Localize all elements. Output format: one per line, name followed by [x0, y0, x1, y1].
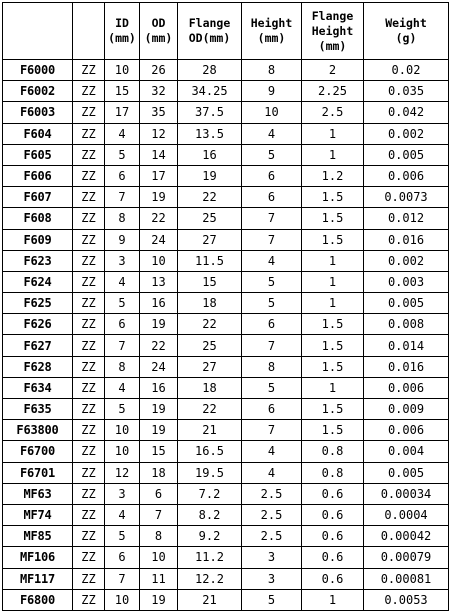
seal-cell: ZZ	[73, 81, 105, 102]
flange-height-cell: 1	[302, 123, 364, 144]
model-cell: MF117	[3, 568, 73, 589]
weight-cell: 0.00081	[364, 568, 449, 589]
model-cell: MF106	[3, 547, 73, 568]
table-row	[3, 356, 449, 377]
id-cell: 15	[105, 81, 140, 102]
height-cell: 2.5	[242, 504, 302, 525]
table-row	[3, 60, 449, 81]
weight-cell: 0.008	[364, 314, 449, 335]
height-cell: 5	[242, 589, 302, 610]
weight-cell: 0.035	[364, 81, 449, 102]
weight-cell: 0.016	[364, 356, 449, 377]
seal-cell: ZZ	[73, 60, 105, 81]
seal-cell: ZZ	[73, 229, 105, 250]
table-row	[3, 441, 449, 462]
id-cell: 5	[105, 526, 140, 547]
flange-height-cell: 1.5	[302, 229, 364, 250]
id-cell: 9	[105, 229, 140, 250]
table-row	[3, 208, 449, 229]
flange-height-cell: 1	[302, 271, 364, 292]
weight-cell: 0.009	[364, 399, 449, 420]
flange-od-cell: 9.2	[178, 526, 242, 547]
weight-cell: 0.002	[364, 250, 449, 271]
od-cell: 19	[140, 187, 178, 208]
table-row	[3, 165, 449, 186]
height-cell: 6	[242, 314, 302, 335]
weight-cell: 0.042	[364, 102, 449, 123]
flange-od-cell: 16	[178, 144, 242, 165]
flange-od-cell: 25	[178, 208, 242, 229]
table-row	[3, 377, 449, 398]
weight-cell: 0.0053	[364, 589, 449, 610]
flange-od-cell: 28	[178, 60, 242, 81]
model-cell: F6002	[3, 81, 73, 102]
id-cell: 8	[105, 356, 140, 377]
table-row	[3, 187, 449, 208]
flange-od-cell: 27	[178, 229, 242, 250]
flange-height-cell: 2	[302, 60, 364, 81]
seal-cell: ZZ	[73, 589, 105, 610]
weight-cell: 0.003	[364, 271, 449, 292]
header-flange-od: Flange OD(mm)	[178, 3, 242, 60]
seal-cell: ZZ	[73, 377, 105, 398]
model-cell: F6701	[3, 462, 73, 483]
flange-od-cell: 27	[178, 356, 242, 377]
flange-od-cell: 13.5	[178, 123, 242, 144]
header-od: OD (mm)	[140, 3, 178, 60]
height-cell: 5	[242, 377, 302, 398]
table-row	[3, 568, 449, 589]
flange-height-cell: 0.8	[302, 462, 364, 483]
flange-od-cell: 34.25	[178, 81, 242, 102]
height-cell: 6	[242, 399, 302, 420]
id-cell: 10	[105, 441, 140, 462]
od-cell: 7	[140, 504, 178, 525]
height-cell: 3	[242, 547, 302, 568]
model-cell: F608	[3, 208, 73, 229]
flange-od-cell: 8.2	[178, 504, 242, 525]
model-cell: F604	[3, 123, 73, 144]
bearing-spec-table	[2, 2, 449, 611]
model-cell: MF74	[3, 504, 73, 525]
od-cell: 16	[140, 293, 178, 314]
header-row	[3, 3, 449, 60]
weight-cell: 0.00079	[364, 547, 449, 568]
table-row	[3, 547, 449, 568]
weight-cell: 0.006	[364, 165, 449, 186]
flange-height-cell: 2.5	[302, 102, 364, 123]
model-cell: F634	[3, 377, 73, 398]
model-cell: F6003	[3, 102, 73, 123]
table-row	[3, 420, 449, 441]
od-cell: 19	[140, 399, 178, 420]
flange-height-cell: 1.5	[302, 314, 364, 335]
flange-height-cell: 0.6	[302, 568, 364, 589]
od-cell: 11	[140, 568, 178, 589]
height-cell: 7	[242, 335, 302, 356]
model-cell: F635	[3, 399, 73, 420]
flange-od-cell: 12.2	[178, 568, 242, 589]
od-cell: 6	[140, 483, 178, 504]
weight-cell: 0.002	[364, 123, 449, 144]
table-row	[3, 483, 449, 504]
flange-od-cell: 18	[178, 377, 242, 398]
seal-cell: ZZ	[73, 102, 105, 123]
table-body	[3, 60, 449, 611]
od-cell: 22	[140, 208, 178, 229]
table-row	[3, 271, 449, 292]
seal-cell: ZZ	[73, 123, 105, 144]
header-height: Height (mm)	[242, 3, 302, 60]
id-cell: 6	[105, 547, 140, 568]
od-cell: 22	[140, 335, 178, 356]
od-cell: 19	[140, 589, 178, 610]
flange-height-cell: 0.6	[302, 547, 364, 568]
flange-height-cell: 1	[302, 144, 364, 165]
header-id: ID (mm)	[105, 3, 140, 60]
flange-height-cell: 1.5	[302, 187, 364, 208]
table-row	[3, 250, 449, 271]
od-cell: 18	[140, 462, 178, 483]
id-cell: 5	[105, 399, 140, 420]
height-cell: 6	[242, 165, 302, 186]
flange-height-cell: 0.8	[302, 441, 364, 462]
flange-od-cell: 22	[178, 399, 242, 420]
seal-cell: ZZ	[73, 568, 105, 589]
id-cell: 7	[105, 568, 140, 589]
flange-od-cell: 21	[178, 589, 242, 610]
flange-height-cell: 1	[302, 250, 364, 271]
flange-od-cell: 37.5	[178, 102, 242, 123]
weight-cell: 0.006	[364, 420, 449, 441]
model-cell: F6000	[3, 60, 73, 81]
weight-cell: 0.00034	[364, 483, 449, 504]
seal-cell: ZZ	[73, 250, 105, 271]
seal-cell: ZZ	[73, 483, 105, 504]
od-cell: 8	[140, 526, 178, 547]
id-cell: 3	[105, 483, 140, 504]
seal-cell: ZZ	[73, 314, 105, 335]
id-cell: 10	[105, 60, 140, 81]
flange-od-cell: 7.2	[178, 483, 242, 504]
id-cell: 5	[105, 293, 140, 314]
table-row	[3, 81, 449, 102]
height-cell: 8	[242, 356, 302, 377]
flange-od-cell: 15	[178, 271, 242, 292]
header-seal	[73, 3, 105, 60]
id-cell: 17	[105, 102, 140, 123]
id-cell: 6	[105, 314, 140, 335]
weight-cell: 0.005	[364, 144, 449, 165]
weight-cell: 0.02	[364, 60, 449, 81]
seal-cell: ZZ	[73, 271, 105, 292]
table-row	[3, 335, 449, 356]
id-cell: 12	[105, 462, 140, 483]
seal-cell: ZZ	[73, 420, 105, 441]
flange-height-cell: 2.25	[302, 81, 364, 102]
flange-od-cell: 19	[178, 165, 242, 186]
seal-cell: ZZ	[73, 399, 105, 420]
seal-cell: ZZ	[73, 208, 105, 229]
table-row	[3, 102, 449, 123]
flange-height-cell: 1.5	[302, 420, 364, 441]
table-row	[3, 123, 449, 144]
seal-cell: ZZ	[73, 504, 105, 525]
table-row	[3, 229, 449, 250]
weight-cell: 0.00042	[364, 526, 449, 547]
od-cell: 16	[140, 377, 178, 398]
weight-cell: 0.004	[364, 441, 449, 462]
header-weight: Weight (g)	[364, 3, 449, 60]
od-cell: 19	[140, 314, 178, 335]
flange-height-cell: 0.6	[302, 526, 364, 547]
model-cell: F609	[3, 229, 73, 250]
id-cell: 7	[105, 187, 140, 208]
height-cell: 5	[242, 271, 302, 292]
flange-height-cell: 1	[302, 377, 364, 398]
id-cell: 4	[105, 504, 140, 525]
seal-cell: ZZ	[73, 356, 105, 377]
weight-cell: 0.005	[364, 293, 449, 314]
weight-cell: 0.006	[364, 377, 449, 398]
model-cell: F63800	[3, 420, 73, 441]
od-cell: 17	[140, 165, 178, 186]
weight-cell: 0.0073	[364, 187, 449, 208]
id-cell: 10	[105, 589, 140, 610]
seal-cell: ZZ	[73, 462, 105, 483]
table-row	[3, 504, 449, 525]
height-cell: 7	[242, 208, 302, 229]
height-cell: 7	[242, 420, 302, 441]
height-cell: 5	[242, 144, 302, 165]
flange-od-cell: 19.5	[178, 462, 242, 483]
height-cell: 9	[242, 81, 302, 102]
id-cell: 4	[105, 377, 140, 398]
model-cell: MF63	[3, 483, 73, 504]
id-cell: 7	[105, 335, 140, 356]
flange-height-cell: 1.5	[302, 335, 364, 356]
od-cell: 35	[140, 102, 178, 123]
od-cell: 32	[140, 81, 178, 102]
model-cell: F626	[3, 314, 73, 335]
weight-cell: 0.005	[364, 462, 449, 483]
height-cell: 5	[242, 293, 302, 314]
od-cell: 26	[140, 60, 178, 81]
flange-od-cell: 22	[178, 314, 242, 335]
height-cell: 2.5	[242, 483, 302, 504]
seal-cell: ZZ	[73, 547, 105, 568]
model-cell: F606	[3, 165, 73, 186]
seal-cell: ZZ	[73, 144, 105, 165]
flange-od-cell: 21	[178, 420, 242, 441]
flange-od-cell: 16.5	[178, 441, 242, 462]
flange-height-cell: 1.5	[302, 208, 364, 229]
model-cell: F6700	[3, 441, 73, 462]
id-cell: 6	[105, 165, 140, 186]
seal-cell: ZZ	[73, 335, 105, 356]
height-cell: 7	[242, 229, 302, 250]
od-cell: 19	[140, 420, 178, 441]
table-row	[3, 293, 449, 314]
model-cell: F628	[3, 356, 73, 377]
height-cell: 10	[242, 102, 302, 123]
table-row	[3, 399, 449, 420]
id-cell: 4	[105, 271, 140, 292]
table-row	[3, 462, 449, 483]
id-cell: 8	[105, 208, 140, 229]
model-cell: F627	[3, 335, 73, 356]
table-row	[3, 144, 449, 165]
model-cell: F607	[3, 187, 73, 208]
id-cell: 10	[105, 420, 140, 441]
od-cell: 24	[140, 356, 178, 377]
seal-cell: ZZ	[73, 187, 105, 208]
header-flange-height: Flange Height (mm)	[302, 3, 364, 60]
od-cell: 10	[140, 250, 178, 271]
model-cell: F623	[3, 250, 73, 271]
id-cell: 5	[105, 144, 140, 165]
od-cell: 15	[140, 441, 178, 462]
model-cell: F6800	[3, 589, 73, 610]
flange-height-cell: 0.6	[302, 483, 364, 504]
od-cell: 24	[140, 229, 178, 250]
height-cell: 4	[242, 462, 302, 483]
od-cell: 10	[140, 547, 178, 568]
height-cell: 6	[242, 187, 302, 208]
flange-od-cell: 11.2	[178, 547, 242, 568]
table-row	[3, 314, 449, 335]
header-model	[3, 3, 73, 60]
model-cell: F624	[3, 271, 73, 292]
od-cell: 14	[140, 144, 178, 165]
od-cell: 13	[140, 271, 178, 292]
flange-od-cell: 25	[178, 335, 242, 356]
flange-height-cell: 1.5	[302, 356, 364, 377]
table-row	[3, 526, 449, 547]
height-cell: 4	[242, 441, 302, 462]
table-row	[3, 589, 449, 610]
flange-height-cell: 0.6	[302, 504, 364, 525]
height-cell: 4	[242, 250, 302, 271]
flange-od-cell: 18	[178, 293, 242, 314]
flange-od-cell: 22	[178, 187, 242, 208]
id-cell: 4	[105, 123, 140, 144]
height-cell: 4	[242, 123, 302, 144]
weight-cell: 0.014	[364, 335, 449, 356]
id-cell: 3	[105, 250, 140, 271]
od-cell: 12	[140, 123, 178, 144]
flange-height-cell: 1.2	[302, 165, 364, 186]
flange-height-cell: 1.5	[302, 399, 364, 420]
model-cell: MF85	[3, 526, 73, 547]
flange-height-cell: 1	[302, 589, 364, 610]
model-cell: F605	[3, 144, 73, 165]
height-cell: 8	[242, 60, 302, 81]
seal-cell: ZZ	[73, 293, 105, 314]
model-cell: F625	[3, 293, 73, 314]
seal-cell: ZZ	[73, 526, 105, 547]
seal-cell: ZZ	[73, 441, 105, 462]
flange-od-cell: 11.5	[178, 250, 242, 271]
weight-cell: 0.016	[364, 229, 449, 250]
weight-cell: 0.012	[364, 208, 449, 229]
seal-cell: ZZ	[73, 165, 105, 186]
flange-height-cell: 1	[302, 293, 364, 314]
height-cell: 2.5	[242, 526, 302, 547]
height-cell: 3	[242, 568, 302, 589]
weight-cell: 0.0004	[364, 504, 449, 525]
